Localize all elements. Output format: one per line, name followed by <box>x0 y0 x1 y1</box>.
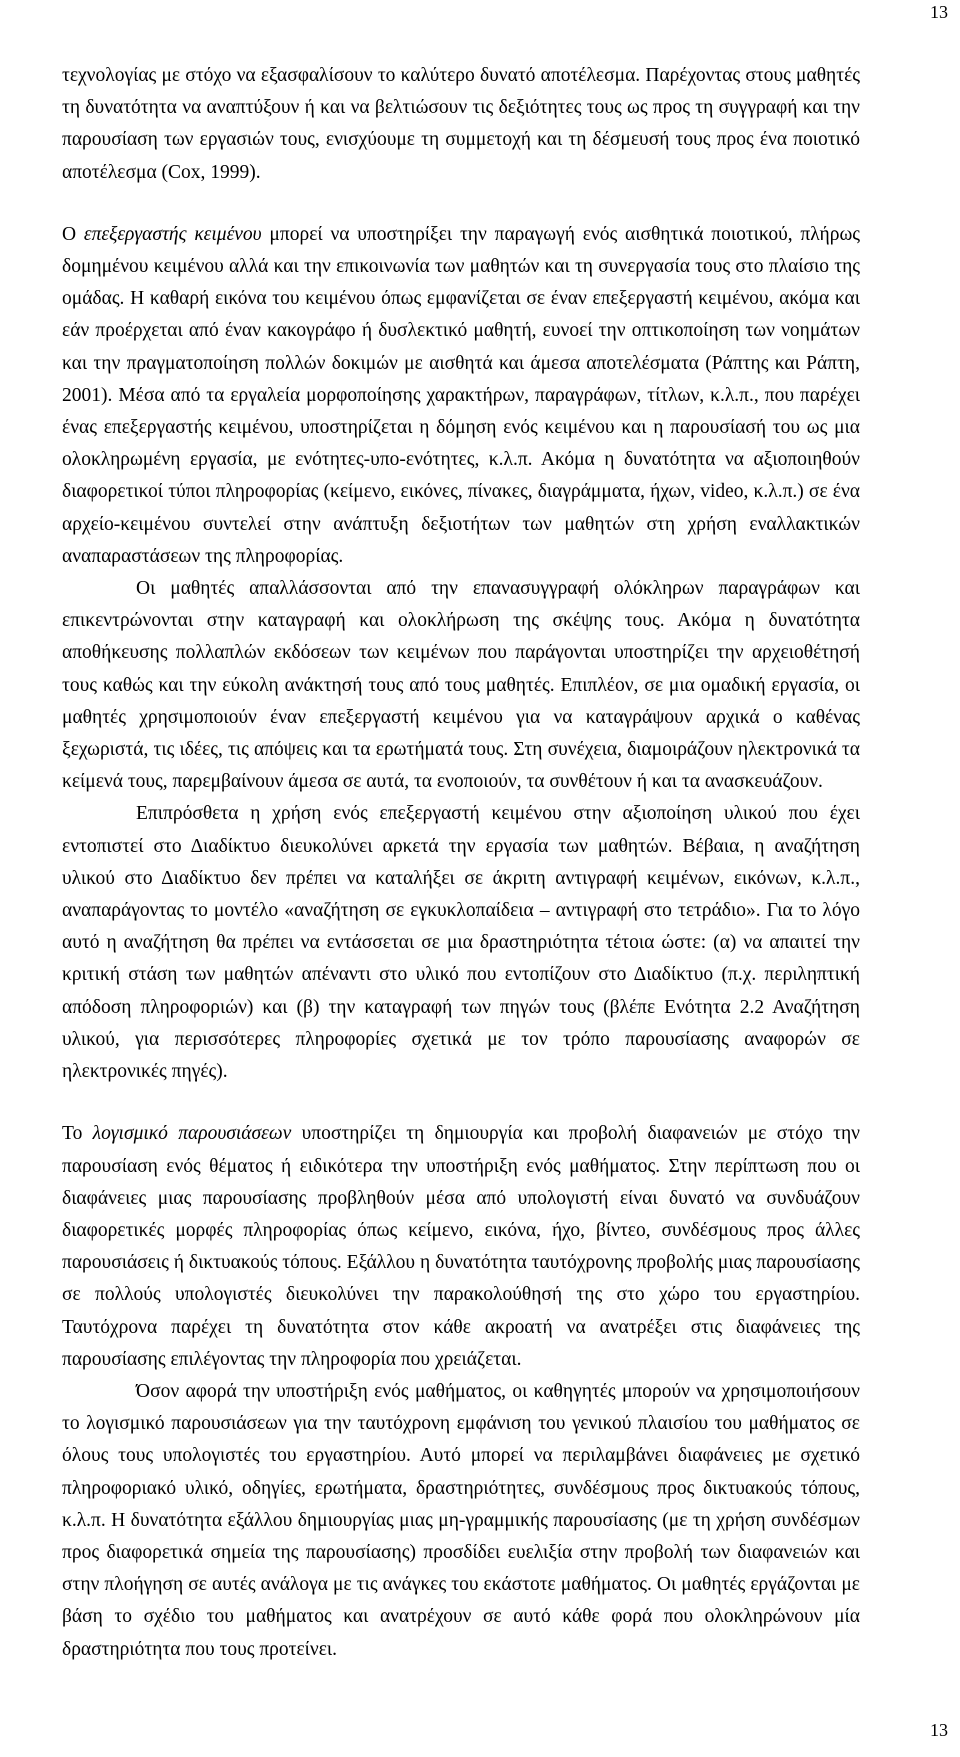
page-number-top: 13 <box>930 2 948 22</box>
paragraph-spacer <box>62 189 860 219</box>
paragraph <box>62 60 860 189</box>
paragraph-text: Ο <box>62 223 84 245</box>
paragraph <box>62 573 860 798</box>
paragraph-text: τεχνολογίας με στόχο να εξασφαλίσουν το καλύτερο δυνατό αποτέλεσμα. Παρέχοντας στους μαθητές τη δυνατότητα να αναπτύξουν ή και να βελτιώσουν τις δεξιότητες τους ως προς τη συγγραφή και την παρουσίαση των εργασιών τους, ενισχύουμε τη συμμετοχή και τη δέσμευσή τους προς ένα ποιοτικό αποτέλεσμα (Cox, 1999). <box>62 65 860 183</box>
page-number-bottom: 13 <box>930 1720 948 1740</box>
paragraph-text: υποστηρίζει τη δημιουργία και προβολή διαφανειών με στόχο την παρουσίαση ενός θέματος ή ειδικότερα την υποστήριξη ενός μαθήματος. Στην περίπτωση που οι διαφάνειες μιας παρουσίασης προβληθούν μέσα από υπολογιστή είναι δυνατό να συνδυάζουν διαφορετικές μορφές πληροφορίας όπως κείμενο, εικόνα, ήχο, βίντεο, συνδέσμους προς άλλες παρουσιάσεις ή δικτυακούς τόπους. Εξάλλου η δυνατότητα ταυτόχρονης προβολής μιας παρουσίασης σε πολλούς υπολογιστές διευκολύνει την παρακολούθησή της στο χώρο του εργαστηρίου. Ταυτόχρονα παρέχει τη δυνατότητα στον κάθε ακροατή να ανατρέξει στις διαφάνειες της παρουσίασης επιλέγοντας την πληροφορία που χρειάζεται. <box>62 1123 861 1370</box>
paragraph-text: μπορεί να υποστηρίξει την παραγωγή ενός αισθητικά ποιοτικού, πλήρως δομημένου κειμένου αλλά και την επικοινωνία των μαθητών και τη συνεργασία τους στο πλαίσιο της ομάδας. Η καθαρή εικόνα του κειμένου όπως εμφανίζεται σε έναν επεξεργαστή κειμένου, ακόμα και εάν προέρχεται από έναν κακογράφο ή δυσλεκτικό μαθητή, ευνοεί την οπτικοποίηση των νοημάτων και την πραγματοποίηση πολλών δοκιμών με αισθητά και άμεσα αποτελέσματα (Ράπτης και Ράπτη, 2001). Μέσα από τα εργαλεία μορφοποίησης χαρακτήρων, παραγράφων, τίτλων, κ.λ.π., που παρέχει ένας επεξεργαστής κειμένου, υποστηρίζεται η δόμηση ενός κειμένου και η παρουσίασή του ως μια ολοκληρωμένη εργασία, με ενότητες-υπο-ενότητες, κ.λ.π. Ακόμα η δυνατότητα να αξιοποιηθούν διαφορετικοί τύποι πληροφορίας (κείμενο, εικόνες, πίνακες, διαγράμματα, ήχων, video, κ.λ.π.) σε ένα αρχείο-κειμένου συντελεί στην ανάπτυξη δεξιοτήτων των μαθητών στη χρήση εναλλακτικών αναπαραστάσεων της πληροφορίας. <box>62 223 861 567</box>
paragraph <box>62 1118 860 1376</box>
paragraph-text: Οι μαθητές απαλλάσσονται από την επανασυγγραφή ολόκληρων παραγράφων και επικεντρώνονται στην καταγραφή και ολοκλήρωση της σκέψης τους. Ακόμα η δυνατότητα αποθήκευσης πολλαπλών εκδόσεων των κειμένων που παράγονται υποστηρίζει την αρχειοθέτησή τους καθώς και την εύκολη ανάκτησή τους από τους μαθητές. Επιπλέον, σε μια ομαδική εργασία, οι μαθητές χρησιμοποιούν έναν επεξεργαστή κειμένου για να καταγράψουν αρχικά ο καθένας ξεχωριστά, τις ιδέες, τις απόψεις και τα ερωτήματά τους. Στη συνέχεια, διαμοιράζουν ηλεκτρονικά τα κείμενά τους, παρεμβαίνουν άμεσα σε αυτά, τα ενοποιούν, τα συνθέτουν ή και τα ανασκευάζουν. <box>62 578 860 793</box>
document-body <box>62 60 860 1666</box>
paragraph <box>62 1376 860 1666</box>
paragraph-text: Επιπρόσθετα η χρήση ενός επεξεργαστή κειμένου στην αξιοποίηση υλικού που έχει εντοπιστεί στο Διαδίκτυο διευκολύνει αρκετά την εργασία των μαθητών. Βέβαια, η αναζήτηση υλικού στο Διαδίκτυο δεν πρέπει να καταλήξει σε άκριτη αντιγραφή κειμένων, εικόνων, κ.λ.π., αναπαράγοντας το μοντέλο «αναζήτηση σε εγκυκλοπαίδεια – αντιγραφή στο τετράδιο». Για το λόγο αυτό η αναζήτηση θα πρέπει να εντάσσεται σε μια δραστηριότητα τέτοια ώστε: (α) να απαιτεί την κριτική στάση των μαθητών απέναντι στο υλικό που εντοπίζουν στο Διαδίκτυο (π.χ. περιληπτική απόδοση πληροφοριών) και (β) την καταγραφή των πηγών τους (βλέπε Ενότητα 2.2 Αναζήτηση υλικού, για περισσότερες πληροφορίες σχετικά με τον τρόπο παρουσίασης αναφορών σε ηλεκτρονικές πηγές). <box>62 803 860 1083</box>
paragraph-text: Το <box>62 1123 93 1145</box>
paragraph <box>62 798 860 1088</box>
paragraph-text: Όσον αφορά την υποστήριξη ενός μαθήματος, οι καθηγητές μπορούν να χρησιμοποιήσουν το λογισμικό παρουσιάσεων για την ταυτόχρονη εμφάνιση του γενικού πλαισίου του μαθήματος σε όλους τους υπολογιστές του εργαστηρίου. Αυτό μπορεί να περιλαμβάνει διαφάνειες με σχετικό πληροφοριακό υλικό, οδηγίες, ερωτήματα, δραστηριότητες, συνδέσμους προς δικτυακούς τόπους, κ.λ.π. Η δυνατότητα εξάλλου δημιουργίας μιας μη-γραμμικής παρουσίασης (με τη χρήση συνδέσμων προς διαφορετικά σημεία της παρουσίασης) προσδίδει ευελιξία στην προβολή των διαφανειών και στην πλοήγηση σε αυτές ανάλογα με τις ανάγκες του εκάστοτε μαθήματος. Οι μαθητές εργάζονται με βάση το σχέδιο του μαθήματος και ανατρέχουν σε αυτό κάθε φορά που ολοκληρώνουν μία δραστηριότητα που τους προτείνει. <box>62 1380 860 1660</box>
paragraph-spacer <box>62 1088 860 1118</box>
italic-term: επεξεργαστής κειμένου <box>83 223 262 245</box>
paragraph <box>62 219 860 573</box>
italic-term: λογισμικό παρουσιάσεων <box>92 1123 292 1145</box>
